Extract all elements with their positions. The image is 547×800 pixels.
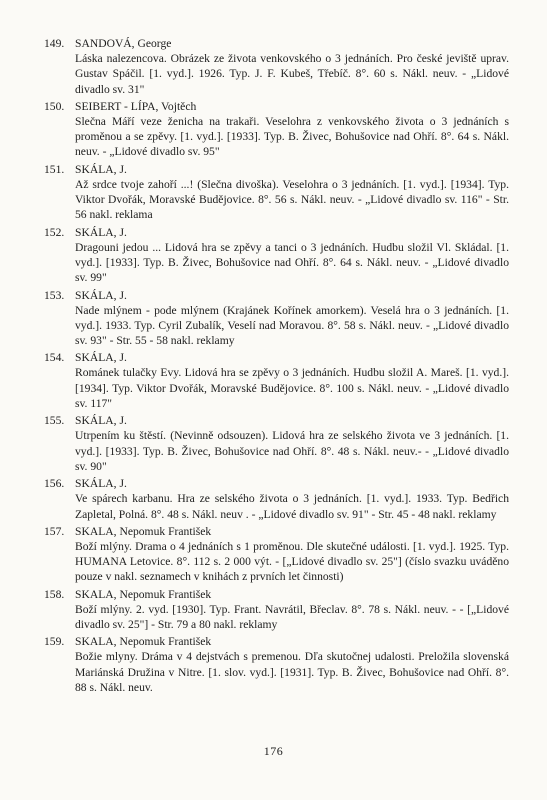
list-item (0, 587, 547, 633)
entry-number: 154. (44, 351, 65, 365)
entry-author: SKALA, Nepomuk František (75, 587, 212, 601)
entry-number: 153. (44, 288, 65, 302)
entry-author: SKÁLA, J. (75, 414, 127, 428)
bibliography-list (0, 36, 547, 697)
entry-number: 158. (44, 587, 65, 601)
entry-description: Utrpením ku štěstí. (Nevinně odsouzen). Lidová hra ze selského života ve 3 jednáních. [1. vyd.]. [1933]. Typ. B. Živec, Bohušovice nad Ohří. 8°. 48 s. Nákl. neuv.- - „Lidové divadlo sv. 90" (75, 429, 509, 473)
list-item (0, 634, 547, 695)
list-item (0, 288, 547, 349)
entry-description: Nade mlýnem - pode mlýnem (Krajánek Kořínek amorkem). Veselá hra o 3 jednáních. [1. vyd.]. 1933. Typ. Cyril Zubalík, Veselí nad Moravou. 8°. 58 s. Nákl. neuv. - „Lidové divadlo sv. 93" - Str. 55 - 58 nakl. reklamy (75, 303, 509, 348)
list-item (0, 225, 547, 286)
entry-author: SKÁLA, J. (75, 288, 127, 302)
list-item (0, 350, 547, 411)
entry-description: Dragouni jedou ... Lidová hra se zpěvy a tanci o 3 jednáních. Hudbu složil Vl. Skládal. [1. vyd.]. [1933]. Typ. B. Živec, Bohušovice nad Ohří. 8°. 64 s. Nákl. neuv. - „Lidové divadlo sv. 99" (75, 240, 509, 285)
entry-author: SKALA, Nepomuk František (75, 635, 212, 649)
list-item (0, 413, 547, 474)
entry-author: SKÁLA, J. (75, 225, 127, 239)
entry-number: 152. (44, 225, 65, 239)
entry-number: 157. (44, 524, 65, 538)
entry-author: SKÁLA, J. (75, 162, 127, 176)
entry-number: 155. (44, 414, 65, 428)
entry-number: 159. (44, 635, 65, 649)
list-item (0, 36, 547, 97)
entry-number: 156. (44, 477, 65, 491)
entry-description: Ve spárech karbanu. Hra ze selského života o 3 jednáních. [1. vyd.]. 1933. Typ. Bedřich Zapletal, Polná. 8°. 48 s. Nákl. neuv . - „Lidové divadlo sv. 91" - Str. 45 - 48 nakl. reklamy (75, 492, 509, 521)
entry-description: Slečna Máří veze ženicha na trakaři. Veselohra z venkovského života o 3 jednáních s proměnou a se zpěvy. [1. vyd.]. [1933]. Typ. B. Živec, Bohušovice nad Ohří. 8°. 64 s. Nákl. neuv. - „Lidové divadlo sv. 95" (75, 114, 509, 159)
entry-author: SKALA, Nepomuk František (75, 524, 212, 538)
list-item (0, 476, 547, 522)
entry-number: 149. (44, 37, 65, 50)
list-item (0, 524, 547, 585)
entry-number: 150. (44, 99, 65, 113)
page-number: 176 (263, 744, 284, 758)
entry-description: Boží mlýny. Drama o 4 jednáních s 1 proměnou. Dle skutečné události. [1. vyd.]. 1925. Typ. HUMANA Letovice. 8°. 112 s. 2 000 výt. - [„Lidové divadlo sv. 25"] (číslo svazku uváděno pouze v nakl. seznamech v knihách z prvních let činnosti) (75, 539, 509, 584)
list-item (0, 162, 547, 223)
entry-description: Božie mlyny. Dráma v 4 dejstvách s premenou. Dľa skutočnej udalosti. Preložila slovenská Mariánská Družina v Nitre. [1. slov. vyd.]. [1931]. Typ. B. Živec, Bohušovice nad Ohří. 8°. 88 s. Nákl. neuv. (75, 650, 509, 694)
entry-author: SKÁLA, J. (75, 351, 127, 365)
entry-description: Až srdce tvoje zahoří ...! (Slečna divoška). Veselohra o 3 jednáních. [1. vyd.]. [1934]. Typ. Viktor Dvořák, Moravské Budějovice. 8°. 56 s. Nákl. neuv. - „Lidové divadlo sv. 116" - Str. 56 nakl. reklama (75, 177, 509, 222)
entry-description: Láska nalezencova. Obrázek ze života venkovského o 3 jednáních. Pro české jeviště uprav. Gustav Spáčil. [1. vyd.]. 1926. Typ. J. F. Kubeš, Třebíč. 8°. 60 s. Nákl. neuv. - „Lidové divadlo sv. 31" (75, 52, 509, 96)
entry-description: Boží mlýny. 2. vyd. [1930]. Typ. Frant. Navrátil, Břeclav. 8°. 78 s. Nákl. neuv. - - [„Lidové divadlo sv. 25"] - Str. 79 a 80 nakl. reklamy (75, 602, 509, 632)
entry-author: SKÁLA, J. (75, 477, 127, 491)
list-item (0, 99, 547, 160)
entry-description: Románek tulačky Evy. Lidová hra se zpěvy o 3 jednáních. Hudbu složil A. Mareš. [1. vyd.]. [1934]. Typ. Viktor Dvořák, Moravské Budějovice. 8°. 100 s. Nákl. neuv. - „Lidové divadlo sv. 117" (75, 366, 509, 411)
entry-author: SEIBERT - LÍPA, Vojtěch (75, 99, 197, 113)
entry-author: SANDOVÁ, George (75, 37, 172, 50)
entry-number: 151. (44, 162, 65, 176)
